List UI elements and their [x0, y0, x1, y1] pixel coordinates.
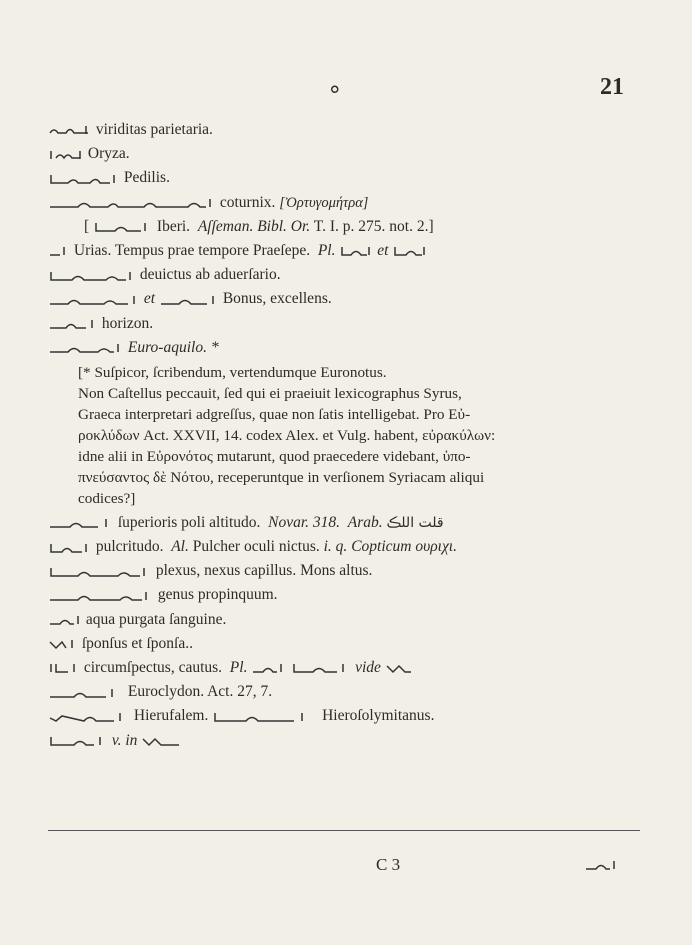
- arabic-equivalent: قلت اللڪ: [386, 514, 444, 531]
- entry-gloss: Hierufalem.: [133, 707, 209, 725]
- syriac-plural-form: [339, 244, 373, 258]
- entry-citation: i. q.: [323, 538, 348, 556]
- entry-citation: Pl.: [317, 241, 336, 259]
- syriac-variant: [159, 293, 219, 307]
- syriac-headword: [48, 341, 124, 355]
- entry-gloss: Bonus, excellens.: [222, 290, 332, 308]
- entry-gloss-extra: Hieroſolymitanus.: [322, 707, 435, 725]
- lexicon-entry: [48, 632, 648, 656]
- syriac-catchword: [584, 858, 620, 877]
- entry-gloss: ſponſus et ſponſa..: [81, 634, 193, 652]
- syriac-headword: [48, 565, 152, 579]
- entry-reference: T. I. p. 275. not. 2.]: [313, 217, 434, 235]
- lexicon-entry: [48, 239, 648, 263]
- syriac-headword: [93, 220, 153, 234]
- entry-gloss-extra: Pulcher oculi nictus.: [192, 538, 320, 556]
- entry-gloss: aqua purgata ſanguine.: [85, 610, 227, 628]
- lexicon-entry: [48, 583, 648, 607]
- entry-citation: Novar. 318.: [268, 513, 341, 531]
- syriac-headword: [48, 637, 78, 651]
- syriac-headword: [48, 686, 124, 700]
- lexicon-entry: [48, 166, 648, 190]
- entry-citation: v. in: [111, 731, 138, 749]
- entry-citation: Al.: [171, 538, 189, 556]
- lexicon-entry: [48, 118, 648, 142]
- syriac-headword: [48, 317, 98, 331]
- lexicon-entry: [48, 191, 648, 215]
- syriac-headword: [48, 661, 80, 675]
- entry-gloss: deuictus ab aduerſario.: [139, 266, 281, 284]
- lexicon-entry: [48, 263, 648, 287]
- footnote-line: ροκλύδων Act. XXVII, 14. codex Alex. et Vulg. habent, εὐρακύλων:: [78, 426, 496, 444]
- lexicon-entry: [48, 336, 648, 360]
- syriac-headword: [48, 613, 82, 627]
- entry-gloss: Euroclydon. Act. 27, 7.: [127, 683, 273, 701]
- syriac-headword: [48, 589, 154, 603]
- syriac-reference: [141, 734, 185, 748]
- syriac-headword: [48, 541, 92, 555]
- entry-gloss: Urias. Tempus prae tempore Praeſepe.: [73, 241, 311, 259]
- lexicon-entry: [48, 704, 648, 728]
- entry-connector: et: [377, 241, 389, 259]
- syriac-variant: [291, 661, 351, 675]
- signature-mark: C 3: [376, 855, 401, 874]
- footnote-line: Graeca interpretari adgreſſus, quae non ſatis intelligebat. Pro Εὐ-: [78, 405, 471, 423]
- footer-rule: [48, 830, 640, 831]
- lexicon-entry: [48, 680, 648, 704]
- footnote-line: codices?]: [78, 489, 136, 507]
- lexicon-entry: [48, 656, 648, 680]
- syriac-headword: [48, 148, 84, 162]
- entry-gloss: Oryza.: [87, 145, 130, 163]
- syriac-plural-form: [392, 244, 428, 258]
- footnote-line: [* Suſpicor, ſcribendum, vertendumque Euronotus.: [78, 363, 387, 381]
- lexicon-entry: [48, 215, 648, 239]
- footnote-line: πνεύσαντος δὲ Νότου, receperuntque in verſionem Syriacam aliqui: [78, 468, 485, 486]
- syriac-headword: [48, 172, 120, 186]
- lexicon-entry: [48, 535, 648, 559]
- entry-citation: Aſſeman. Bibl. Or.: [197, 217, 311, 235]
- entry-gloss: ſuperioris poli altitudo.: [117, 513, 261, 531]
- syriac-headword: [48, 734, 108, 748]
- syriac-plural-form: [251, 661, 287, 675]
- entry-gloss: viriditas parietaria.: [95, 121, 213, 138]
- footnote-line: idne alii in Εὐρονότος mutarunt, quod praecedere videbant, ὑπο-: [78, 447, 471, 465]
- syriac-derived-form: [212, 710, 318, 724]
- entry-gloss: genus propinquum.: [157, 586, 278, 604]
- entry-citation: Arab.: [347, 513, 383, 531]
- syriac-headword: [48, 293, 140, 307]
- syriac-headword: [48, 196, 216, 210]
- syriac-headword: [48, 244, 70, 258]
- syriac-reference: [385, 661, 415, 675]
- entry-gloss-extra: Copticum ουριχι.: [351, 538, 457, 556]
- page-number: 21: [600, 74, 624, 100]
- lexicon-entry: [48, 608, 648, 632]
- entry-citation: Pl.: [229, 659, 248, 676]
- syriac-headword: [48, 710, 130, 724]
- page-header: [0, 74, 692, 104]
- lexicon-entry: [48, 511, 648, 535]
- entry-gloss: coturnix.: [219, 193, 276, 211]
- entry-gloss: horizon.: [101, 314, 154, 332]
- syriac-headword: [48, 516, 114, 530]
- lexicon-entries: [48, 118, 648, 753]
- lexicon-entry: [48, 312, 648, 336]
- syriac-headword: [48, 123, 92, 137]
- lexicon-entry: [48, 142, 648, 166]
- footnote-line: Non Caſtellus peccauit, ſed qui ei praeiuit lexicographus Syrus,: [78, 384, 462, 402]
- entry-gloss: Euro-aquilo. *: [127, 338, 219, 356]
- footnote-block: [48, 362, 648, 509]
- syriac-headword: [48, 269, 136, 283]
- entry-gloss: Iberi.: [156, 217, 191, 235]
- running-head: ܘ: [330, 78, 340, 97]
- entry-connector: et: [143, 290, 156, 308]
- entry-gloss: plexus, nexus capillus. Mons altus.: [155, 562, 373, 580]
- entry-citation: vide: [355, 659, 381, 676]
- bracket-open: [: [84, 217, 90, 235]
- entry-gloss: circumſpectus, cautus.: [83, 659, 223, 676]
- greek-equivalent: [Ὀρτυγομήτρα]: [279, 194, 369, 211]
- lexicon-entry: [48, 729, 648, 753]
- lexicon-entry: [48, 559, 648, 583]
- lexicon-entry: [48, 287, 648, 311]
- entry-gloss: pulcritudo.: [95, 538, 164, 556]
- entry-gloss: Pedilis.: [123, 169, 170, 187]
